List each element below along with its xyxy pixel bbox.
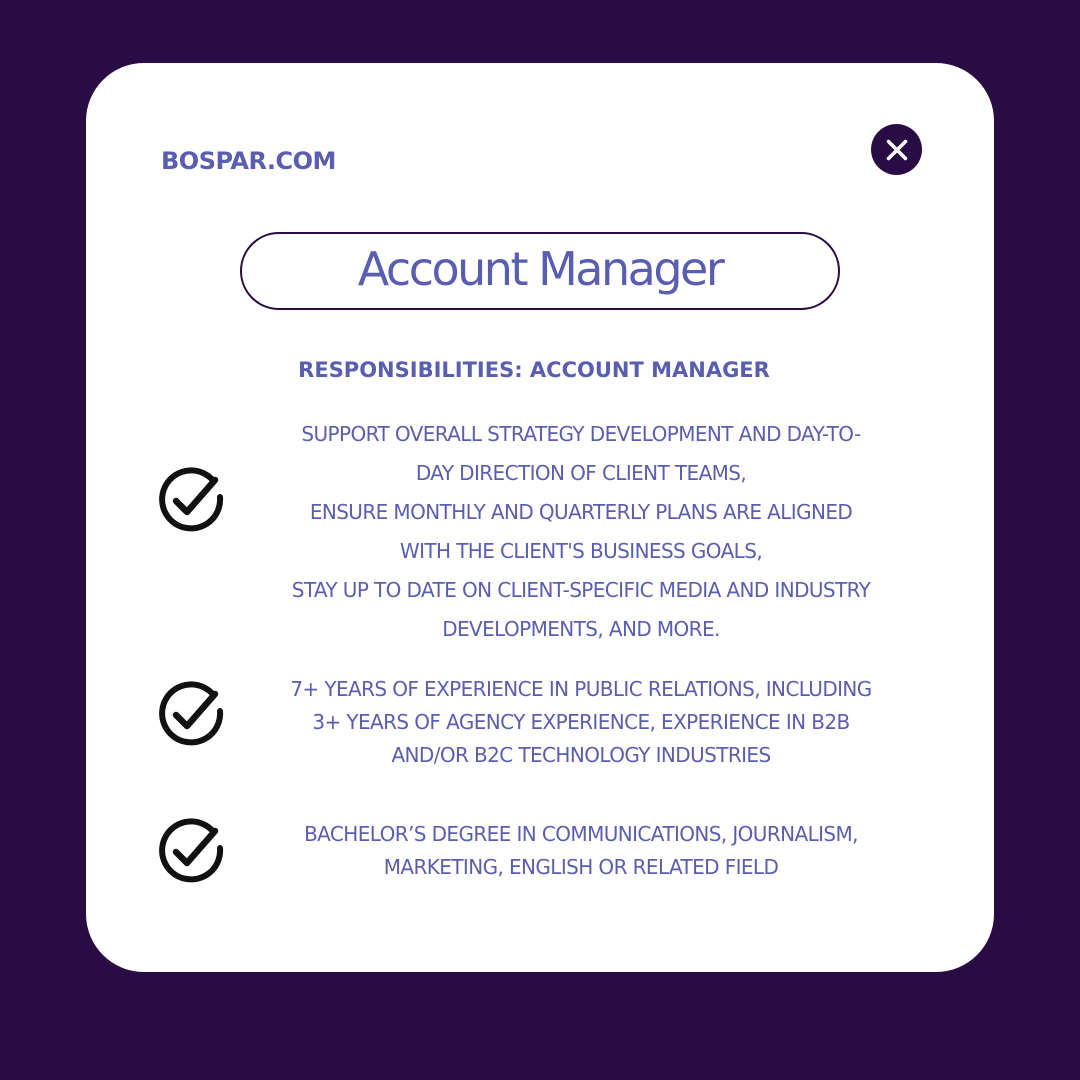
- list-item-line: BACHELOR’S DEGREE IN COMMUNICATIONS, JOURNALISM,: [304, 822, 858, 846]
- check-circle-icon: [158, 467, 226, 535]
- list-item-line: ENSURE MONTHLY AND QUARTERLY PLANS ARE ALIGNED: [309, 500, 853, 524]
- brand-logo-text: BOSPAR.COM: [161, 147, 336, 175]
- close-button[interactable]: [871, 124, 922, 175]
- list-item-line: STAY UP TO DATE ON CLIENT-SPECIFIC MEDIA AND INDUSTRY: [291, 578, 871, 602]
- job-title: Account Manager: [357, 242, 723, 296]
- list-item-line: AND/OR B2C TECHNOLOGY INDUSTRIES: [391, 743, 771, 767]
- check-circle-icon: [158, 818, 226, 886]
- list-item-line: WITH THE CLIENT'S BUSINESS GOALS,: [399, 539, 763, 563]
- list-item-education: [241, 818, 921, 884]
- job-title-pill: [240, 232, 840, 310]
- list-item-line: DAY DIRECTION OF CLIENT TEAMS,: [415, 461, 747, 485]
- close-icon: [885, 138, 909, 162]
- check-circle-icon: [158, 681, 226, 749]
- list-item-line: SUPPORT OVERALL STRATEGY DEVELOPMENT AND DAY-TO-: [301, 422, 861, 446]
- list-item-line: MARKETING, ENGLISH OR RELATED FIELD: [383, 855, 779, 879]
- list-item-line: DEVELOPMENTS, AND MORE.: [442, 617, 720, 641]
- section-heading: RESPONSIBILITIES: ACCOUNT MANAGER: [298, 358, 770, 382]
- list-item-line: 3+ YEARS OF AGENCY EXPERIENCE, EXPERIENCE IN B2B: [312, 710, 850, 734]
- job-card: [86, 63, 994, 972]
- list-item-responsibilities: [241, 415, 921, 649]
- list-item-experience: [241, 673, 921, 772]
- list-item-line: 7+ YEARS OF EXPERIENCE IN PUBLIC RELATIONS, INCLUDING: [290, 677, 872, 701]
